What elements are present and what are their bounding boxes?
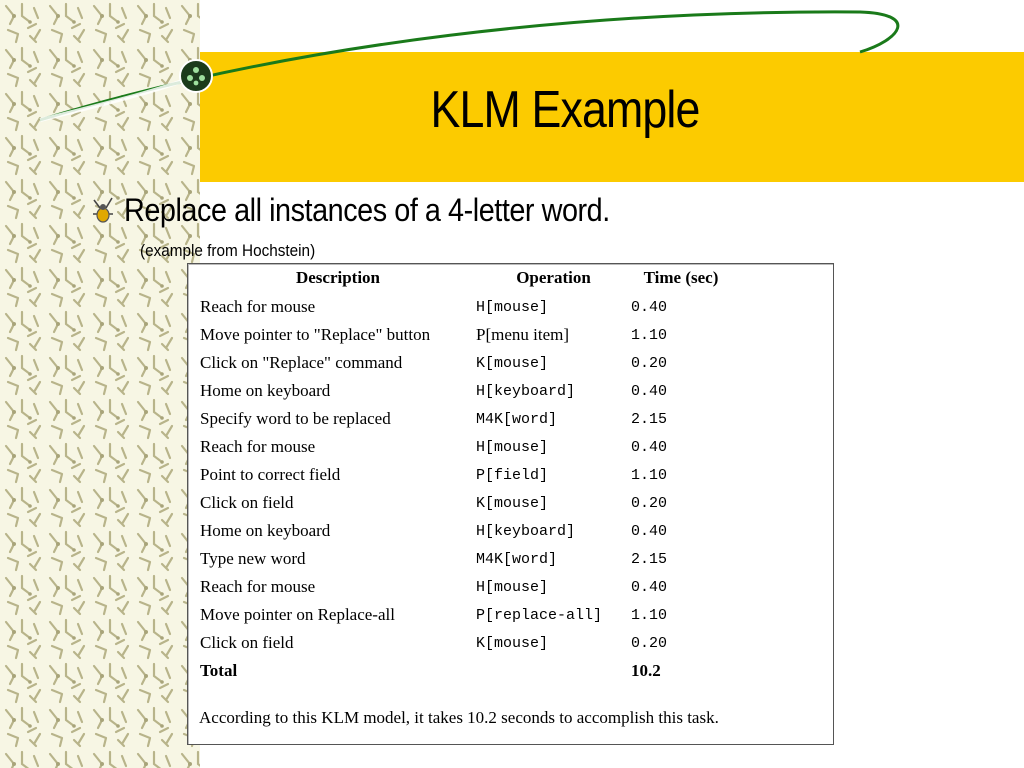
- klm-table-box: [187, 263, 834, 745]
- bug-bullet-icon: [90, 196, 116, 226]
- header-operation: Operation: [516, 268, 591, 287]
- header-time: Time (sec): [643, 268, 719, 287]
- table-header-row: [200, 268, 731, 293]
- total-operation-empty: [476, 657, 631, 685]
- row-description: Specify word to be replaced: [200, 409, 391, 428]
- row-operation: H[mouse]: [476, 578, 549, 596]
- logo-orb-icon: [178, 58, 214, 94]
- slide-title: KLM Example: [430, 81, 700, 139]
- row-description: Reach for mouse: [200, 297, 316, 316]
- table-row: [200, 349, 731, 377]
- header-description: Description: [295, 268, 381, 287]
- row-description: Home on keyboard: [200, 381, 331, 400]
- row-operation: H[mouse]: [476, 438, 549, 456]
- klm-table: [200, 268, 731, 685]
- row-description: Click on "Replace" command: [200, 353, 403, 372]
- row-description: Point to correct field: [200, 465, 341, 484]
- table-row: [200, 545, 731, 573]
- row-operation: H[keyboard]: [476, 522, 576, 540]
- table-row: [200, 629, 731, 657]
- row-operation: M4K[word]: [476, 550, 558, 568]
- row-description: Home on keyboard: [200, 521, 331, 540]
- row-time: 0.20: [631, 354, 668, 372]
- row-operation: H[keyboard]: [476, 382, 576, 400]
- table-row: [200, 433, 731, 461]
- table-row: [200, 321, 731, 349]
- conclusion-text: According to this KLM model, it takes 10.2 seconds to accomplish this task.: [199, 708, 719, 727]
- row-operation: H[mouse]: [476, 298, 549, 316]
- row-time: 0.40: [631, 298, 668, 316]
- row-time: 0.40: [631, 438, 668, 456]
- row-time: 1.10: [631, 466, 668, 484]
- row-time: 0.20: [631, 634, 668, 652]
- row-time: 2.15: [631, 550, 668, 568]
- row-time: 1.10: [631, 606, 668, 624]
- row-description: Type new word: [200, 549, 306, 568]
- source-note: (example from Hochstein): [140, 241, 316, 260]
- row-operation: P[menu item]: [476, 325, 570, 344]
- row-description: Move pointer to "Replace" button: [200, 325, 431, 344]
- total-time: 10.2: [631, 661, 661, 680]
- row-operation: P[replace-all]: [476, 606, 603, 624]
- table-row: [200, 517, 731, 545]
- row-time: 0.40: [631, 578, 668, 596]
- table-row: [200, 601, 731, 629]
- row-time: 0.40: [631, 382, 668, 400]
- table-row: [200, 489, 731, 517]
- row-description: Move pointer on Replace-all: [200, 605, 395, 624]
- table-row: [200, 293, 731, 321]
- total-label: Total: [200, 661, 238, 680]
- row-time: 0.40: [631, 522, 668, 540]
- total-row: [200, 657, 731, 685]
- table-row: [200, 405, 731, 433]
- bullet-item: [90, 192, 664, 229]
- table-row: [200, 377, 731, 405]
- row-operation: P[field]: [476, 466, 549, 484]
- bullet-text: Replace all instances of a 4-letter word.: [124, 192, 610, 228]
- table-row: [200, 573, 731, 601]
- row-description: Reach for mouse: [200, 437, 316, 456]
- row-time: 1.10: [631, 326, 668, 344]
- row-description: Reach for mouse: [200, 577, 316, 596]
- table-row: [200, 461, 731, 489]
- row-operation: M4K[word]: [476, 410, 558, 428]
- row-time: 2.15: [631, 410, 668, 428]
- row-operation: K[mouse]: [476, 634, 549, 652]
- row-operation: K[mouse]: [476, 354, 549, 372]
- row-operation: K[mouse]: [476, 494, 549, 512]
- row-time: 0.20: [631, 494, 668, 512]
- row-description: Click on field: [200, 633, 294, 652]
- row-description: Click on field: [200, 493, 294, 512]
